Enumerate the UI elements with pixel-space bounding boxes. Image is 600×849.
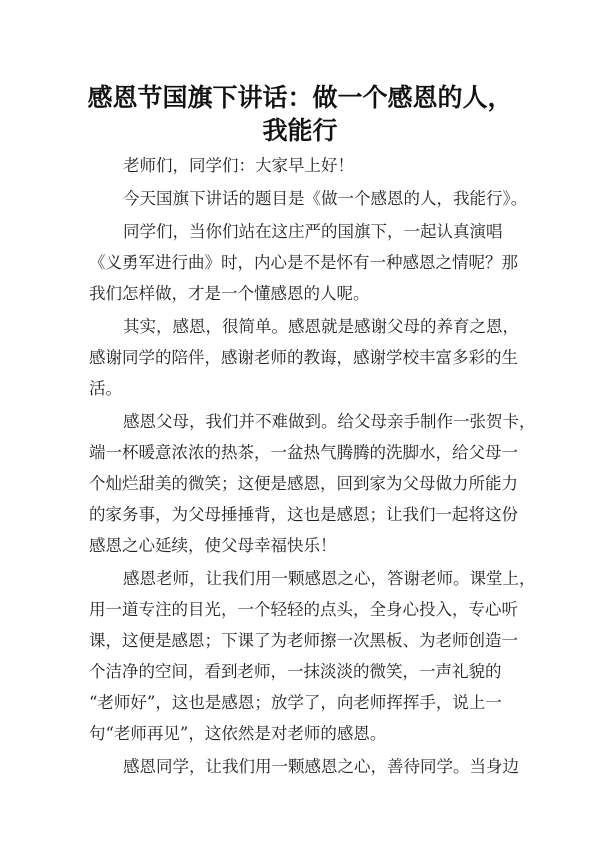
document-title-line-2: 我能行 (262, 116, 338, 145)
document-title-line-1: 感恩节国旗下讲话：做一个感恩的人， (87, 83, 513, 112)
paragraph-first-line: 感恩同学，让我们用一颗感恩之心，善待同学。当身边 (123, 757, 519, 776)
paragraph-first-line: 同学们，当你们站在这庄严的国旗下，一起认真演唱 (123, 222, 503, 241)
paragraph-line: 活。 (89, 379, 122, 398)
paragraph-line: 我们怎样做，才是一个懂感恩的人呢。 (89, 284, 370, 303)
paragraph-first-line: 老师们，同学们：大家早上好！ (123, 156, 354, 175)
paragraph-line: 《义勇军进行曲》时，内心是不是怀有一种感恩之情呢？那 (89, 253, 518, 272)
paragraph-line: 的家务事，为父母捶捶背，这也是感恩；让我们一起将这份 (89, 505, 518, 524)
paragraph-line: 用一道专注的目光，一个轻轻的点头，全身心投入，专心听 (89, 600, 518, 619)
paragraph-first-line: 感恩老师，让我们用一颗感恩之心，答谢老师。课堂上， (123, 569, 536, 588)
paragraph-line: 端一杯暖意浓浓的热茶，一盆热气腾腾的洗脚水，给父母一 (89, 443, 518, 462)
paragraph-line: 课，这便是感恩；下课了为老师擦一次黑板、为老师创造一 (89, 631, 518, 650)
paragraph-line: 个灿烂甜美的微笑；这便是感恩，回到家为父母做力所能力 (89, 474, 518, 493)
paragraph-first-line: 感恩父母，我们并不难做到。给父母亲手制作一张贺卡， (123, 412, 536, 431)
paragraph-line: 个洁净的空间，看到老师，一抹淡淡的微笑，一声礼貌的 (89, 662, 502, 681)
paragraph-first-line: 其实，感恩，很简单。感恩就是感谢父母的养育之恩， (123, 317, 519, 336)
paragraph-line: 句“老师再见”，这依然是对老师的感恩。 (89, 724, 387, 743)
paragraph-line: 感恩之心延续，使父母幸福快乐！ (89, 536, 337, 555)
paragraph-line: “老师好”，这也是感恩；放学了，向老师挥挥手，说上一 (89, 693, 502, 712)
paragraph-first-line: 今天国旗下讲话的题目是《做一个感恩的人，我能行》。 (123, 189, 528, 208)
paragraph-line: 感谢同学的陪伴，感谢老师的教诲，感谢学校丰富多彩的生 (89, 348, 518, 367)
